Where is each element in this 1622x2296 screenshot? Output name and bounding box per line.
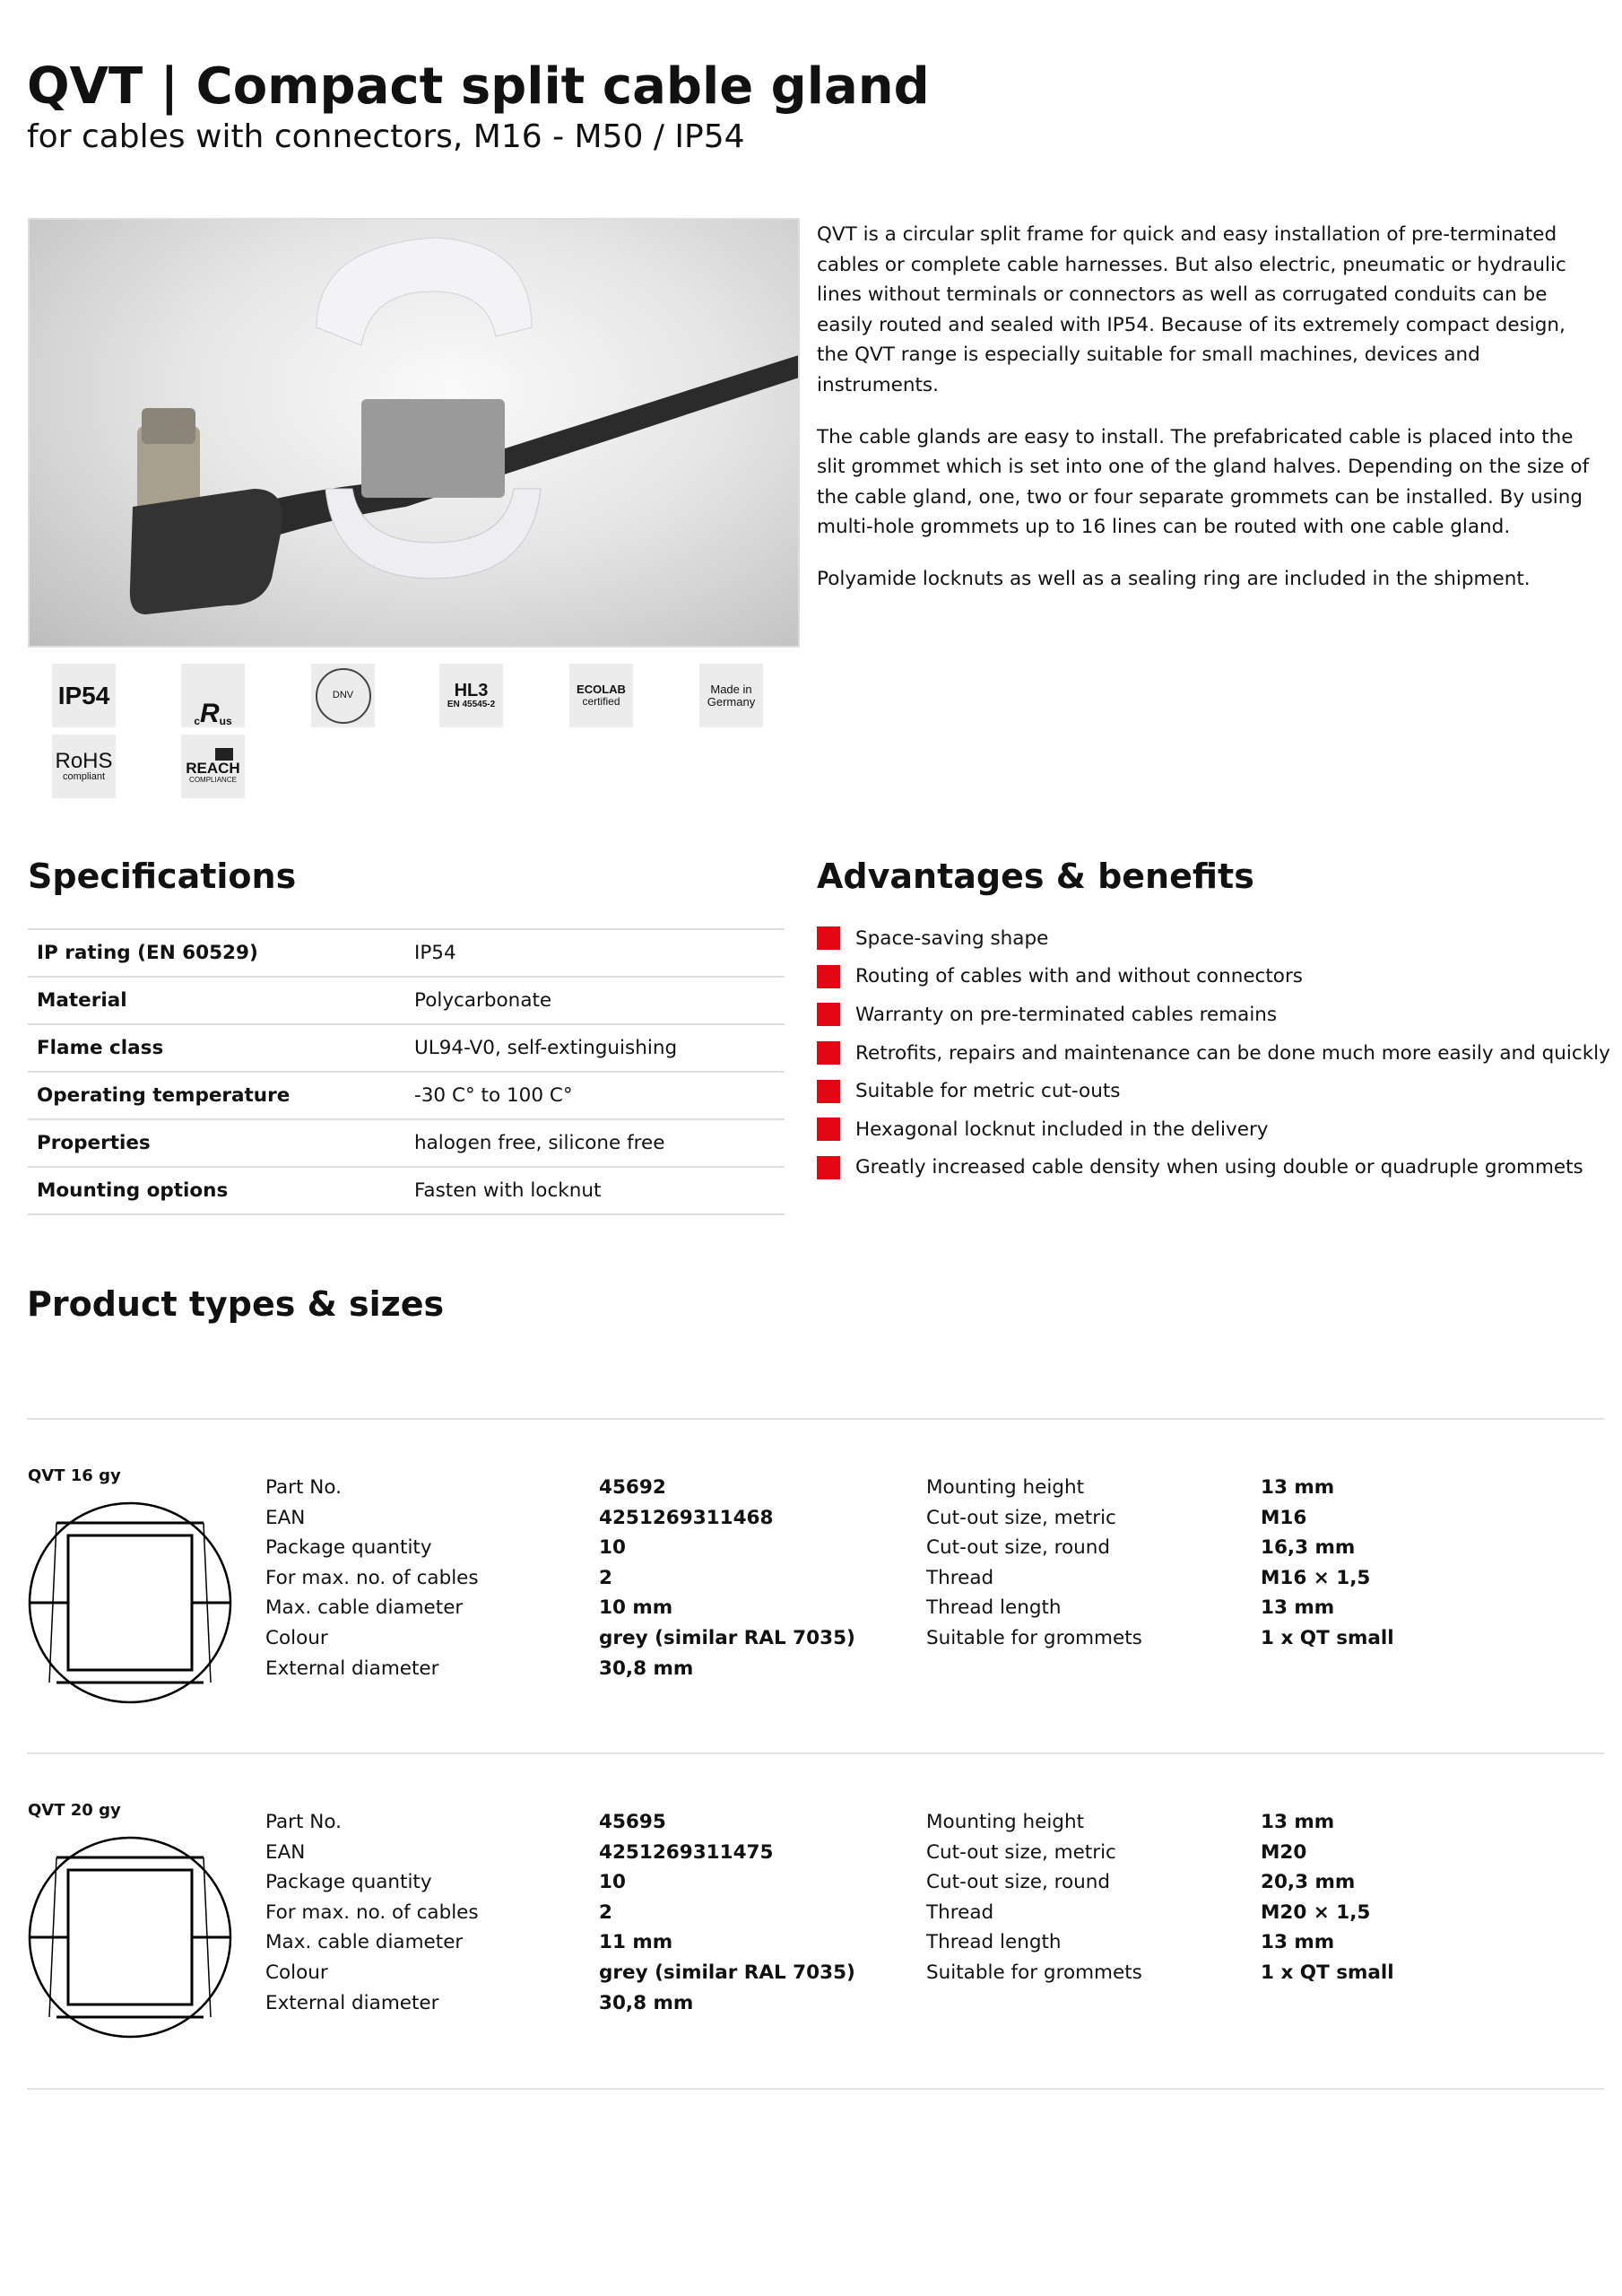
product-name: QVT 20 gy — [28, 1801, 121, 1820]
table-row — [28, 1072, 785, 1119]
badge-text: EN 45545-2 — [447, 699, 496, 709]
product-value: M16 — [1261, 1506, 1307, 1529]
badge-text: RoHS — [55, 749, 113, 774]
product-label: Colour — [265, 1626, 328, 1649]
page-subtitle: for cables with connectors, M16 - M50 / IP54 — [27, 118, 745, 155]
product-value: 13 mm — [1261, 1811, 1335, 1833]
rohs-badge — [52, 735, 116, 798]
eu-flag-icon — [215, 748, 233, 761]
badge-text: compliant — [62, 771, 106, 783]
badge-text: us — [219, 715, 232, 728]
bullet-square-icon — [817, 1003, 840, 1026]
product-value: 13 mm — [1261, 1476, 1335, 1499]
product-value: 45695 — [599, 1811, 666, 1833]
product-value: M20 × 1,5 — [1261, 1900, 1371, 1924]
product-label: Suitable for grommets — [926, 1626, 1142, 1649]
badge-text: DNV — [316, 668, 371, 724]
product-label: Cut-out size, metric — [926, 1506, 1116, 1529]
product-label: Cut-out size, round — [926, 1871, 1111, 1894]
product-entry — [0, 1753, 1622, 2088]
list-item — [817, 1149, 1610, 1187]
product-value: 4251269311475 — [599, 1840, 774, 1864]
gland-drawing-icon — [28, 1836, 232, 2042]
spec-label: Material — [28, 977, 405, 1024]
product-value: 2 — [599, 1900, 612, 1924]
product-column — [926, 1473, 1142, 1654]
bullet-square-icon — [817, 1156, 840, 1179]
spec-label: Operating temperature — [28, 1072, 405, 1119]
product-label: EAN — [265, 1506, 306, 1529]
product-value: 10 mm — [599, 1596, 673, 1620]
description-paragraph: Polyamide locknuts as well as a sealing ring are included in the shipment. — [817, 567, 1531, 590]
product-value: M20 — [1261, 1840, 1307, 1864]
badge-text: Made in — [710, 682, 752, 696]
hl3-badge — [439, 664, 503, 727]
product-label: EAN — [265, 1840, 306, 1864]
product-label: Part No. — [265, 1476, 342, 1499]
bullet-square-icon — [817, 1041, 840, 1065]
list-item — [817, 1072, 1610, 1110]
gland-drawing-icon — [28, 1501, 232, 1708]
product-label: Part No. — [265, 1811, 342, 1833]
spec-value: Polycarbonate — [405, 977, 785, 1024]
advantage-text: Warranty on pre-terminated cables remains — [855, 1003, 1278, 1026]
product-value: 20,3 mm — [1261, 1871, 1356, 1894]
product-column — [1261, 1473, 1394, 1654]
product-label: External diameter — [265, 1657, 439, 1680]
reach-badge — [181, 735, 245, 798]
advantage-text: Suitable for metric cut-outs — [855, 1080, 1121, 1103]
specifications-heading: Specifications — [28, 857, 297, 896]
product-label: Mounting height — [926, 1811, 1084, 1833]
list-item — [817, 1110, 1610, 1149]
product-column — [265, 1473, 479, 1683]
table-row — [28, 929, 785, 977]
product-value: 45692 — [599, 1476, 666, 1499]
page-title: QVT | Compact split cable gland — [27, 57, 930, 116]
spec-label: Mounting options — [28, 1167, 405, 1214]
badge-text: REACH — [186, 760, 240, 778]
badge-text: Germany — [707, 694, 756, 709]
product-column — [599, 1473, 855, 1683]
product-value: 10 — [599, 1871, 626, 1894]
product-types-heading: Product types & sizes — [27, 1284, 445, 1324]
table-row — [28, 977, 785, 1024]
spec-value: UL94-V0, self-extinguishing — [405, 1024, 785, 1072]
badge-text: c — [194, 715, 200, 728]
badge-text: HL3 — [454, 680, 489, 700]
product-label: Thread — [926, 1566, 994, 1589]
product-value: 2 — [599, 1566, 612, 1589]
advantage-text: Greatly increased cable density when using double or quadruple grommets — [855, 1156, 1583, 1179]
product-label: For max. no. of cables — [265, 1900, 479, 1924]
product-value: 30,8 mm — [599, 1991, 694, 2014]
ecolab-badge — [569, 664, 633, 727]
product-value: 1 x QT small — [1261, 1626, 1394, 1649]
product-label: Max. cable diameter — [265, 1596, 464, 1620]
badge-text: certified — [582, 695, 620, 709]
dnv-badge — [311, 664, 375, 727]
product-label: Max. cable diameter — [265, 1931, 464, 1954]
advantage-text: Routing of cables with and without connectors — [855, 965, 1303, 988]
description-paragraph: QVT is a circular split frame for quick and easy installation of pre-terminated cables or complete cable harnesses. But also electric, pneumatic or hydraulic lines without terminals or connectors as well as corrugated conduits can be easily routed and sealed with IP54. Because of its extremely compact design, the QVT range is especially suitable for small machines, devices and instruments. — [817, 223, 1566, 396]
ip54-badge — [52, 664, 116, 727]
product-label: Package quantity — [265, 1871, 432, 1894]
product-value: M16 × 1,5 — [1261, 1566, 1371, 1589]
spec-value: halogen free, silicone free — [405, 1119, 785, 1167]
product-name: QVT 16 gy — [28, 1466, 121, 1485]
list-item — [817, 919, 1610, 958]
product-value: 11 mm — [599, 1931, 673, 1954]
advantage-text: Space-saving shape — [855, 926, 1049, 950]
divider — [27, 2088, 1604, 2090]
table-row — [28, 1024, 785, 1072]
spec-label: Flame class — [28, 1024, 405, 1072]
product-column — [1261, 1807, 1394, 1988]
badge-text: COMPLIANCE — [189, 776, 237, 785]
product-label: Suitable for grommets — [926, 1961, 1142, 1984]
product-value: grey (similar RAL 7035) — [599, 1961, 855, 1984]
bullet-square-icon — [817, 1080, 840, 1103]
badge-text: IP54 — [57, 681, 110, 709]
product-label: Thread length — [926, 1931, 1062, 1954]
product-value: 30,8 mm — [599, 1657, 694, 1680]
table-row — [28, 1119, 785, 1167]
product-value: 16,3 mm — [1261, 1536, 1356, 1560]
spec-label: Properties — [28, 1119, 405, 1167]
product-label: For max. no. of cables — [265, 1566, 479, 1589]
product-value: 4251269311468 — [599, 1506, 774, 1529]
bullet-square-icon — [817, 926, 840, 950]
product-value: 10 — [599, 1536, 626, 1560]
product-column — [265, 1807, 479, 2018]
product-value: 13 mm — [1261, 1596, 1335, 1620]
spec-label: IP rating (EN 60529) — [28, 929, 405, 977]
advantages-list — [817, 919, 1610, 1187]
spec-value: -30 C° to 100 C° — [405, 1072, 785, 1119]
advantage-text: Hexagonal locknut included in the delivery — [855, 1118, 1269, 1141]
product-label: Mounting height — [926, 1476, 1084, 1499]
list-item — [817, 1034, 1610, 1073]
product-label: Package quantity — [265, 1536, 432, 1560]
list-item — [817, 958, 1610, 996]
product-label: Colour — [265, 1961, 328, 1984]
product-value: 1 x QT small — [1261, 1961, 1394, 1984]
product-column — [599, 1807, 855, 2018]
description-paragraph: The cable glands are easy to install. The prefabricated cable is placed into the slit grommet which is set into one of the gland halves. Depending on the size of the cable gland, one, two or four separate grommets can be installed. By using multi-hole grommets up to 16 lines can be routed with one cable gland. — [817, 425, 1590, 539]
advantages-heading: Advantages & benefits — [817, 857, 1254, 896]
product-description — [817, 220, 1601, 616]
product-entry — [0, 1419, 1622, 1753]
specifications-table — [28, 928, 785, 1215]
product-label: Thread length — [926, 1596, 1062, 1620]
ul-badge: c R us — [181, 664, 245, 727]
spec-value: Fasten with locknut — [405, 1167, 785, 1214]
bullet-square-icon — [817, 1118, 840, 1141]
product-label: Thread — [926, 1900, 994, 1924]
badge-text: ECOLAB — [577, 683, 626, 697]
spec-value: IP54 — [405, 929, 785, 977]
advantage-text: Retrofits, repairs and maintenance can be done much more easily and quickly — [855, 1041, 1610, 1065]
product-photo — [28, 218, 800, 648]
made-in-germany-badge — [699, 664, 763, 727]
table-row — [28, 1167, 785, 1214]
product-label: External diameter — [265, 1991, 439, 2014]
product-value: grey (similar RAL 7035) — [599, 1626, 855, 1649]
product-column — [926, 1807, 1142, 1988]
product-label: Cut-out size, round — [926, 1536, 1111, 1560]
list-item — [817, 996, 1610, 1034]
product-label: Cut-out size, metric — [926, 1840, 1116, 1864]
bullet-square-icon — [817, 965, 840, 988]
product-value: 13 mm — [1261, 1931, 1335, 1954]
